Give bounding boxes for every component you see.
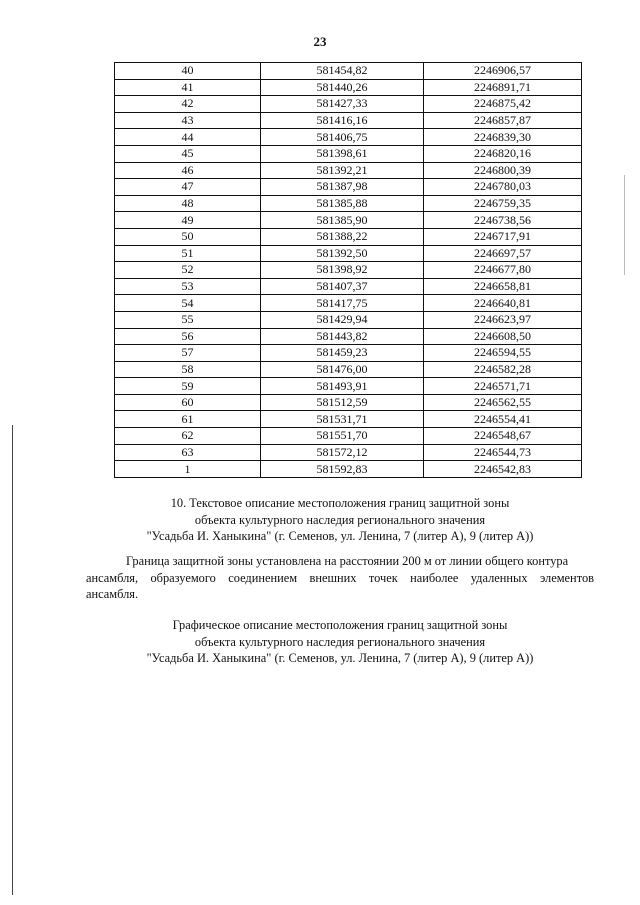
table-row	[115, 129, 582, 146]
scan-edge-mark	[624, 175, 625, 275]
y-coordinate-cell: 2246759,35	[424, 195, 582, 212]
graphic-description-heading	[90, 617, 590, 667]
point-number-cell: 60	[115, 394, 261, 411]
x-coordinate-cell: 581454,82	[261, 63, 424, 80]
scan-margin-line	[12, 425, 13, 895]
table-row	[115, 79, 582, 96]
y-coordinate-cell: 2246562,55	[424, 394, 582, 411]
table-row	[115, 228, 582, 245]
x-coordinate-cell: 581406,75	[261, 129, 424, 146]
boundary-line-1: Граница защитной зоны установлена на расстоянии 200 м от линии общего контура	[126, 554, 569, 568]
y-coordinate-cell: 2246571,71	[424, 378, 582, 395]
x-coordinate-cell: 581417,75	[261, 295, 424, 312]
x-coordinate-cell: 581388,22	[261, 228, 424, 245]
x-coordinate-cell: 581392,50	[261, 245, 424, 262]
text-heading-line-1: 10. Текстовое описание местоположения границ защитной зоны	[170, 496, 510, 510]
table-row	[115, 428, 582, 445]
y-coordinate-cell: 2246906,57	[424, 63, 582, 80]
table-row	[115, 63, 582, 80]
graphic-heading-line-1: Графическое описание местоположения границ защитной зоны	[172, 618, 508, 632]
point-number-cell: 50	[115, 228, 261, 245]
text-description-heading	[90, 495, 590, 545]
point-number-cell: 43	[115, 112, 261, 129]
x-coordinate-cell: 581512,59	[261, 394, 424, 411]
y-coordinate-cell: 2246857,87	[424, 112, 582, 129]
x-coordinate-cell: 581429,94	[261, 311, 424, 328]
x-coordinate-cell: 581392,21	[261, 162, 424, 179]
y-coordinate-cell: 2246554,41	[424, 411, 582, 428]
point-number-cell: 53	[115, 278, 261, 295]
point-number-cell: 52	[115, 262, 261, 279]
x-coordinate-cell: 581427,33	[261, 96, 424, 113]
text-heading-line-2: объекта культурного наследия регионального значения	[194, 512, 486, 527]
boundary-line-2: ансамбля, образуемого соединением внешних точек наиболее удаленных элементов	[86, 570, 594, 585]
x-coordinate-cell: 581385,90	[261, 212, 424, 229]
x-coordinate-cell: 581572,12	[261, 444, 424, 461]
table-row	[115, 444, 582, 461]
boundary-paragraph	[86, 553, 594, 603]
point-number-cell: 44	[115, 129, 261, 146]
x-coordinate-cell: 581443,82	[261, 328, 424, 345]
table-row	[115, 378, 582, 395]
boundary-line-3: ансамбля.	[86, 587, 139, 601]
point-number-cell: 42	[115, 96, 261, 113]
y-coordinate-cell: 2246820,16	[424, 145, 582, 162]
point-number-cell: 49	[115, 212, 261, 229]
table-row	[115, 212, 582, 229]
point-number-cell: 55	[115, 311, 261, 328]
point-number-cell: 59	[115, 378, 261, 395]
table-row	[115, 262, 582, 279]
x-coordinate-cell: 581385,88	[261, 195, 424, 212]
x-coordinate-cell: 581387,98	[261, 179, 424, 196]
y-coordinate-cell: 2246875,42	[424, 96, 582, 113]
point-number-cell: 63	[115, 444, 261, 461]
y-coordinate-cell: 2246623,97	[424, 311, 582, 328]
point-number-cell: 1	[115, 461, 261, 478]
point-number-cell: 54	[115, 295, 261, 312]
y-coordinate-cell: 2246548,67	[424, 428, 582, 445]
y-coordinate-cell: 2246697,57	[424, 245, 582, 262]
y-coordinate-cell: 2246891,71	[424, 79, 582, 96]
y-coordinate-cell: 2246544,73	[424, 444, 582, 461]
point-number-cell: 45	[115, 145, 261, 162]
table-row	[115, 245, 582, 262]
y-coordinate-cell: 2246738,56	[424, 212, 582, 229]
x-coordinate-cell: 581592,83	[261, 461, 424, 478]
y-coordinate-cell: 2246780,03	[424, 179, 582, 196]
point-number-cell: 62	[115, 428, 261, 445]
graphic-heading-line-2: объекта культурного наследия регионального значения	[194, 634, 486, 649]
point-number-cell: 46	[115, 162, 261, 179]
x-coordinate-cell: 581407,37	[261, 278, 424, 295]
table-row	[115, 411, 582, 428]
table-row	[115, 179, 582, 196]
point-number-cell: 58	[115, 361, 261, 378]
coordinates-table-body	[115, 63, 582, 478]
table-row	[115, 361, 582, 378]
table-row	[115, 162, 582, 179]
y-coordinate-cell: 2246717,91	[424, 228, 582, 245]
y-coordinate-cell: 2246658,81	[424, 278, 582, 295]
y-coordinate-cell: 2246542,83	[424, 461, 582, 478]
point-number-cell: 47	[115, 179, 261, 196]
table-row	[115, 461, 582, 478]
point-number-cell: 61	[115, 411, 261, 428]
x-coordinate-cell: 581398,92	[261, 262, 424, 279]
x-coordinate-cell: 581551,70	[261, 428, 424, 445]
point-number-cell: 48	[115, 195, 261, 212]
y-coordinate-cell: 2246640,81	[424, 295, 582, 312]
x-coordinate-cell: 581416,16	[261, 112, 424, 129]
table-row	[115, 295, 582, 312]
coordinates-table	[114, 62, 582, 478]
point-number-cell: 57	[115, 345, 261, 362]
table-row	[115, 145, 582, 162]
point-number-cell: 51	[115, 245, 261, 262]
y-coordinate-cell: 2246839,30	[424, 129, 582, 146]
point-number-cell: 56	[115, 328, 261, 345]
x-coordinate-cell: 581440,26	[261, 79, 424, 96]
table-row	[115, 96, 582, 113]
table-row	[115, 112, 582, 129]
text-heading-line-3: "Усадьба И. Ханыкина" (г. Семенов, ул. Ленина, 7 (литер А), 9 (литер А))	[146, 529, 534, 543]
page-number: 23	[313, 34, 327, 49]
point-number-cell: 41	[115, 79, 261, 96]
table-row	[115, 195, 582, 212]
table-row	[115, 345, 582, 362]
table-row	[115, 278, 582, 295]
x-coordinate-cell: 581531,71	[261, 411, 424, 428]
y-coordinate-cell: 2246582,28	[424, 361, 582, 378]
table-row	[115, 328, 582, 345]
y-coordinate-cell: 2246800,39	[424, 162, 582, 179]
point-number-cell: 40	[115, 63, 261, 80]
graphic-heading-line-3: "Усадьба И. Ханыкина" (г. Семенов, ул. Ленина, 7 (литер А), 9 (литер А))	[146, 651, 534, 665]
x-coordinate-cell: 581398,61	[261, 145, 424, 162]
y-coordinate-cell: 2246677,80	[424, 262, 582, 279]
y-coordinate-cell: 2246594,55	[424, 345, 582, 362]
table-row	[115, 311, 582, 328]
x-coordinate-cell: 581459,23	[261, 345, 424, 362]
y-coordinate-cell: 2246608,50	[424, 328, 582, 345]
table-row	[115, 394, 582, 411]
x-coordinate-cell: 581493,91	[261, 378, 424, 395]
x-coordinate-cell: 581476,00	[261, 361, 424, 378]
